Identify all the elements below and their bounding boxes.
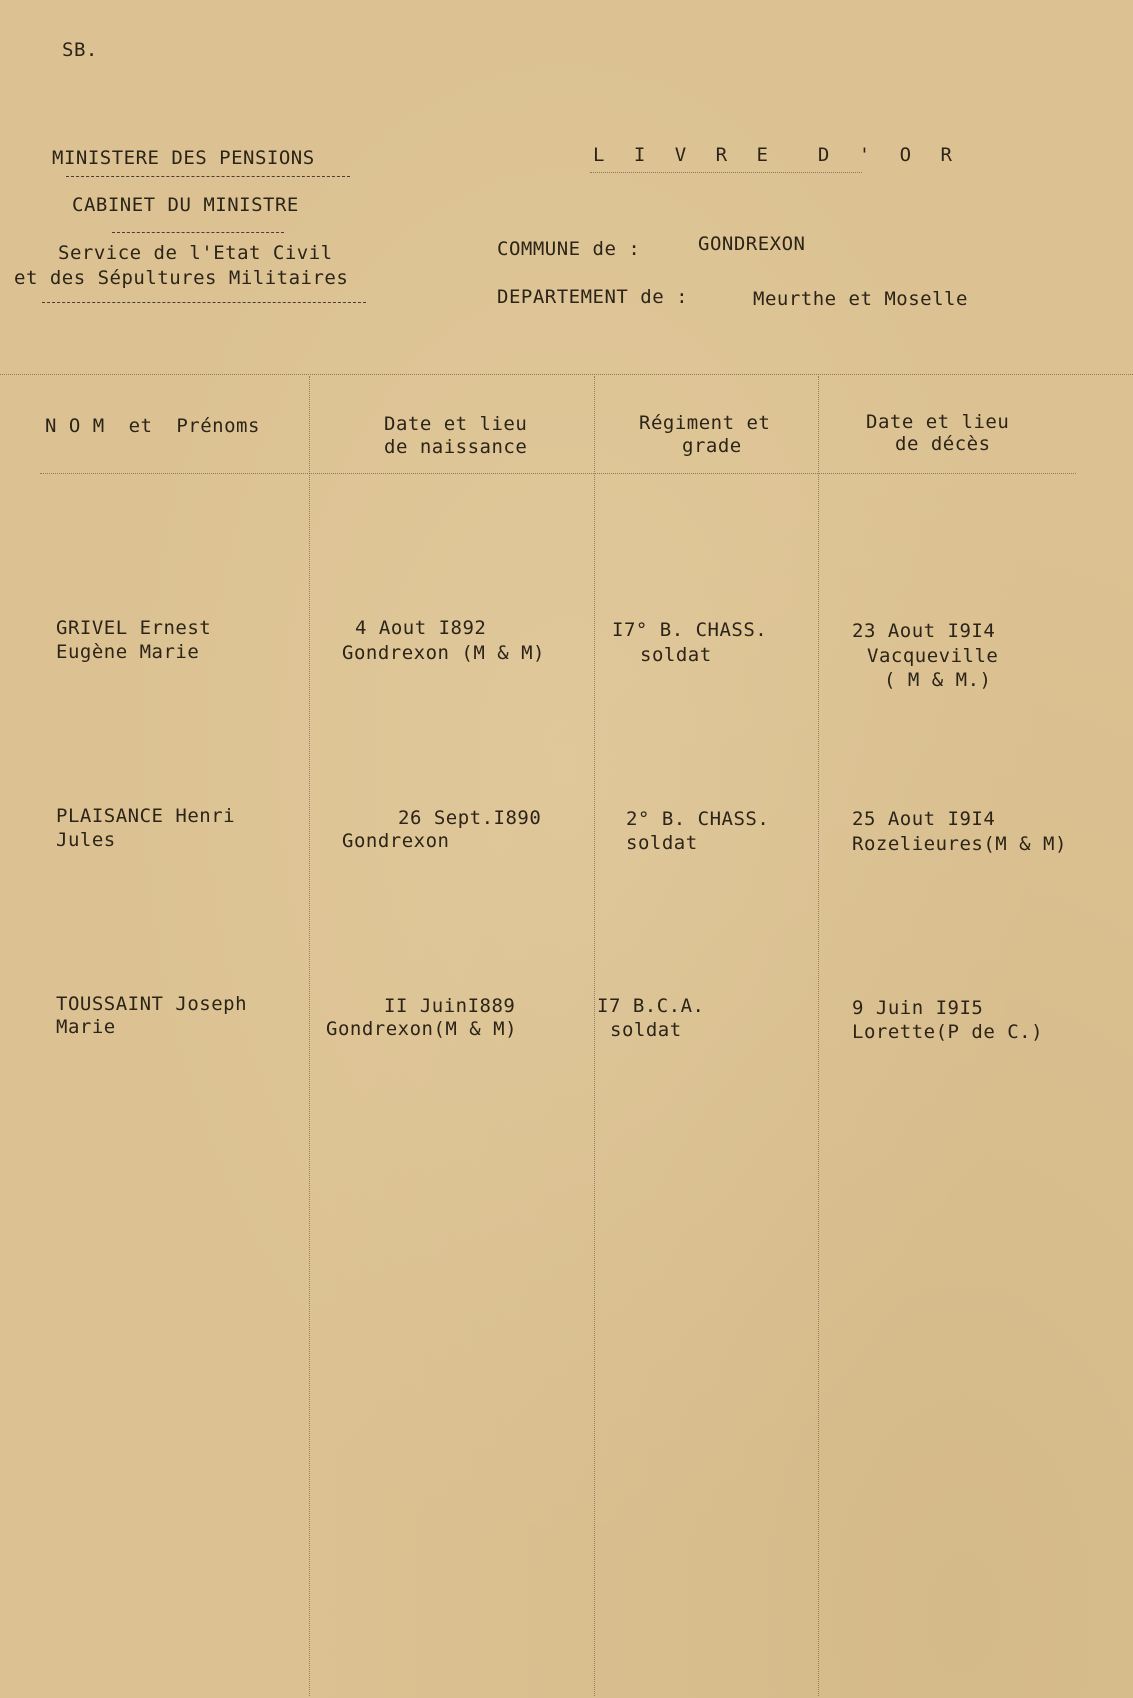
row-name-line-2: Eugène Marie (56, 641, 200, 663)
column-divider-1 (309, 376, 310, 1696)
row-birth-date: 4 Aout I892 (355, 617, 487, 639)
column-header-birth-1: Date et lieu (384, 413, 528, 435)
row-birth-place: Gondrexon (342, 830, 450, 852)
row-death-place: Lorette(P de C.) (852, 1021, 1044, 1043)
row-regiment: I7° B. CHASS. (612, 619, 768, 641)
service-underline (42, 302, 366, 303)
column-header-birth-2: de naissance (384, 436, 528, 458)
commune-value: GONDREXON (698, 233, 806, 255)
row-birth-place: Gondrexon(M & M) (326, 1018, 518, 1040)
service-line-2: et des Sépultures Militaires (14, 267, 349, 289)
ministry-title: MINISTERE DES PENSIONS (52, 147, 315, 169)
row-birth-place: Gondrexon (M & M) (342, 642, 545, 664)
row-regiment: I7 B.C.A. (597, 995, 705, 1017)
service-line-1: Service de l'Etat Civil (58, 242, 333, 264)
row-death-place: Rozelieures(M & M) (852, 833, 1067, 855)
column-header-death-2: de décès (895, 433, 991, 455)
row-name-line-2: Jules (56, 829, 116, 851)
row-death-date: 25 Aout I9I4 (852, 808, 996, 830)
column-header-death-1: Date et lieu (866, 411, 1010, 433)
column-header-regiment-2: grade (682, 435, 742, 457)
row-regiment: 2° B. CHASS. (626, 808, 770, 830)
column-header-regiment-1: Régiment et (639, 412, 771, 434)
ministry-underline (66, 176, 350, 177)
row-death-place: Vacqueville (867, 645, 999, 667)
column-divider-2 (594, 376, 595, 1696)
departement-label: DEPARTEMENT de : (497, 286, 689, 308)
reference-code: SB. (62, 39, 98, 61)
cabinet-underline (112, 232, 284, 233)
row-birth-date: II JuinI889 (384, 995, 516, 1017)
departement-value: Meurthe et Moselle (753, 288, 968, 310)
row-name-line-1: GRIVEL Ernest (56, 617, 212, 639)
row-grade: soldat (610, 1019, 682, 1041)
commune-label: COMMUNE de : (497, 238, 641, 260)
row-death-place-extra: ( M & M.) (884, 669, 992, 691)
book-title-underline (590, 172, 862, 173)
table-top-rule (0, 374, 1133, 375)
column-header-name: N O M et Prénoms (45, 415, 260, 437)
row-name-line-2: Marie (56, 1016, 116, 1038)
row-grade: soldat (640, 644, 712, 666)
row-grade: soldat (626, 832, 698, 854)
row-death-date: 23 Aout I9I4 (852, 620, 996, 642)
row-birth-date: 26 Sept.I890 (398, 807, 542, 829)
cabinet-title: CABINET DU MINISTRE (72, 194, 299, 216)
header-bottom-rule (40, 473, 1076, 474)
row-name-line-1: TOUSSAINT Joseph (56, 993, 248, 1015)
row-name-line-1: PLAISANCE Henri (56, 805, 236, 827)
row-death-date: 9 Juin I9I5 (852, 997, 984, 1019)
column-divider-3 (818, 376, 819, 1696)
book-title: L I V R E D ' O R (593, 144, 961, 166)
